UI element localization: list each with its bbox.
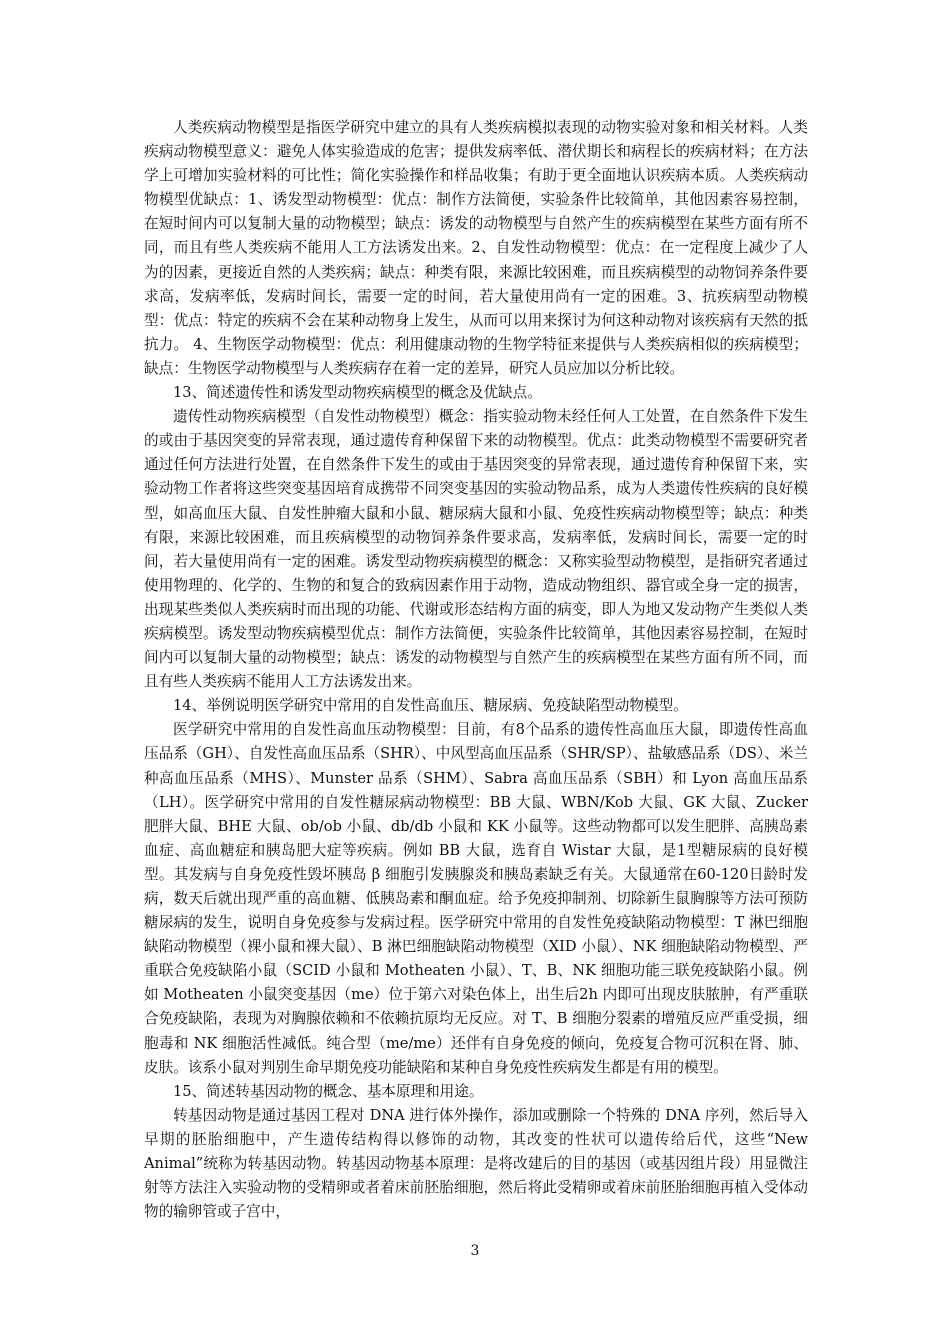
- question-15-heading: 15、简述转基因动物的概念、基本原理和用途。: [173, 1082, 484, 1100]
- page-number: 3: [470, 1243, 480, 1259]
- paragraph-transgenic-animals: 转基因动物是通过基因工程对 DNA 进行体外操作，添加或删除一个特殊的 DNA 序列，然后导入早期的胚胎细胞中，产生遗传结构得以修饰的动物，其改变的性状可以遗传给后代，这些“New Animal”统称为转基因动物。转基因动物基本原理：是将改建后的目的基因（或基因组片段）用显微注射等方法注入实验动物的受精卵或者着床前胚胎细胞，然后将此受精卵或着床前胚胎细胞再植入受体动物的输卵管或子宫中，: [144, 1106, 808, 1221]
- paragraph-genetic-induced-models: 遗传性动物疾病模型（自发性动物模型）概念：指实验动物未经任何人工处置，在自然条件下发生的或由于基因突变的异常表现，通过遗传育种保留下来的动物模型。优点：此类动物模型不需要研究者通过任何方法进行处置，在自然条件下发生的或由于基因突变的异常表现，通过遗传育种保留下来，实验动物工作者将这些突变基因培育成携带不同突变基因的实验动物品系，成为人类遗传性疾病的良好模型，如高血压大鼠、自发性肿瘤大鼠和小鼠、糖尿病大鼠和小鼠、免疫性疾病动物模型等；缺点：种类有限，来源比较困难，而且疾病模型的动物饲养条件要求高，发病率低，发病时间长，需要一定的时间，若大量使用尚有一定的困难。诱发型动物疾病模型的概念：又称实验型动物模型，是指研究者通过使用物理的、化学的、生物的和复合的致病因素作用于动物，造成动物组织、器官或全身一定的损害，出现某些类似人类疾病时而出现的功能、代谢或形态结构方面的病变，即人为地又发动物产生类似人类疾病模型。诱发型动物疾病模型优点：制作方法简便，实验条件比较简单，其他因素容易控制，在短时间内可以复制大量的动物模型；缺点：诱发的动物模型与自然产生的疾病模型在某些方面有所不同，而且有些人类疾病不能用人工方法诱发出来。: [144, 408, 808, 691]
- question-13-heading: 13、简述遗传性和诱发型动物疾病模型的概念及优缺点。: [173, 384, 542, 402]
- paragraph-spontaneous-models: 医学研究中常用的自发性高血压动物模型：目前，有8个品系的遗传性高血压大鼠，即遗传性高血压品系（GH）、自发性高血压品系（SHR）、中风型高血压品系（SHR/SP）、盐敏感品系（DS）、米兰种高血压品系（MHS）、Munster 品系（SHM）、Sabra 高血压品系（SBH）和 Lyon 高血压品系（LH）。医学研究中常用的自发性糖尿病动物模型：BB 大鼠、WBN/Kob 大鼠、GK 大鼠、Zucker 肥胖大鼠、BHE 大鼠、ob/ob 小鼠、db/db 小鼠和 KK 小鼠等。这些动物都可以发生肥胖、高胰岛素血症、高血糖症和胰岛肥大症等疾病。例如 BB 大鼠，选育自 Wistar 大鼠，是1型糖尿病的良好模型。其发病与自身免疫性毁坏胰岛 β 细胞引发胰腺炎和胰岛素缺乏有关。大鼠通常在60-120日龄时发病，数天后就出现严重的高血糖、低胰岛素和酮血症。给予免疫抑制剂、切除新生鼠胸腺等方法可预防糖尿病的发生，说明自身免疫参与发病过程。医学研究中常用的自发性免疫缺陷动物模型：T 淋巴细胞缺陷动物模型（裸小鼠和裸大鼠）、B 淋巴细胞缺陷动物模型（XID 小鼠）、NK 细胞缺陷动物模型、严重联合免疫缺陷小鼠（SCID 小鼠和 Motheaten 小鼠）、T、B、NK 细胞功能三联免疫缺陷小鼠。例如 Motheaten 小鼠突变基因（me）位于第六对染色体上，出生后2h 内即可出现皮肤脓肿，有严重联合免疫缺陷，表现为对胸腺依赖和不依赖抗原均无反应。对 T、B 细胞分裂素的增殖反应严重受损，细胞毒和 NK 细胞活性减低。纯合型（me/me）还伴有自身免疫的倾向，免疫复合物可沉积在肾、肺、皮肤。该系小鼠对判别生命早期免疫功能缺陷和某种自身免疫性疾病发生都是有用的模型。: [144, 721, 808, 1076]
- document-body: [144, 116, 808, 1224]
- question-14-heading: 14、举例说明医学研究中常用的自发性高血压、糖尿病、免疫缺陷型动物模型。: [173, 697, 688, 715]
- paragraph-disease-model-overview: 人类疾病动物模型是指医学研究中建立的具有人类疾病模拟表现的动物实验对象和相关材料。人类疾病动物模型意义：避免人体实验造成的危害；提供发病率低、潜伏期长和病程长的疾病材料；在方法学上可增加实验材料的可比性；简化实验操作和样品收集；有助于更全面地认识疾病本质。人类疾病动物模型优缺点：1、诱发型动物模型：优点：制作方法简便，实验条件比较简单，其他因素容易控制，在短时间内可以复制大量的动物模型；缺点：诱发的动物模型与自然产生的疾病模型在某些方面有所不同，而且有些人类疾病不能用人工方法诱发出来。2、自发性动物模型：优点：在一定程度上减少了人为的因素，更接近自然的人类疾病；缺点：种类有限，来源比较困难，而且疾病模型的动物饲养条件要求高，发病率低，发病时间长，需要一定的时间，若大量使用尚有一定的困难。3、抗疾病型动物模型：优点：特定的疾病不会在某种动物身上发生，从而可以用来探讨为何这种动物对该疾病有天然的抵抗力。 4、生物医学动物模型：优点：利用健康动物的生物学特征来提供与人类疾病相似的疾病模型；缺点：生物医学动物模型与人类疾病存在着一定的差异，研究人员应加以分析比较。: [144, 119, 808, 377]
